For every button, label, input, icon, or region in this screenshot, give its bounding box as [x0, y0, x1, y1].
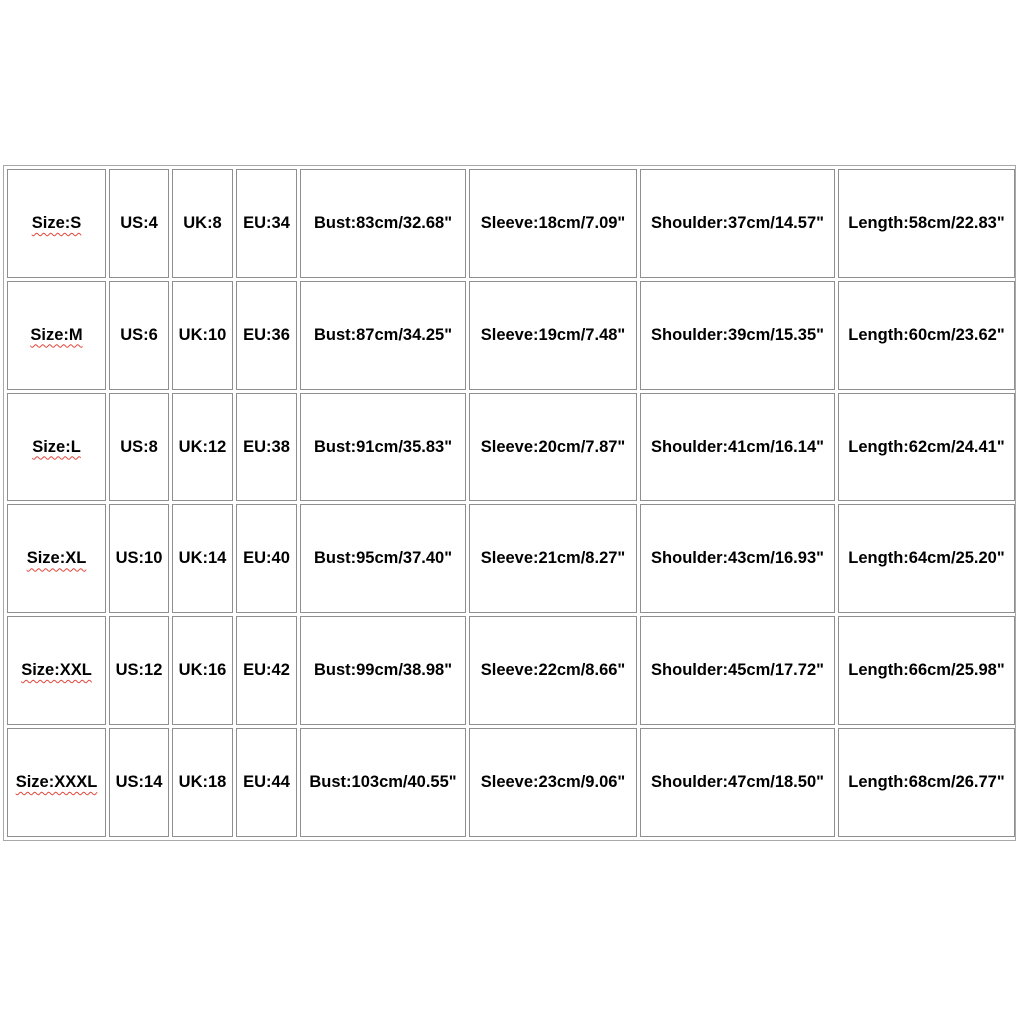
length-cell: Length:58cm/22.83" [838, 169, 1015, 278]
us-size-cell: US:8 [109, 393, 169, 502]
shoulder-cell: Shoulder:45cm/17.72" [640, 616, 835, 725]
length-cell: Length:68cm/26.77" [838, 728, 1015, 837]
sleeve-cell: Sleeve:18cm/7.09" [469, 169, 637, 278]
size-chart-table [4, 166, 1018, 840]
bust-cell: Bust:87cm/34.25" [300, 281, 466, 390]
uk-size-cell: UK:8 [172, 169, 233, 278]
length-cell: Length:62cm/24.41" [838, 393, 1015, 502]
shoulder-cell: Shoulder:39cm/15.35" [640, 281, 835, 390]
size-cell [7, 169, 106, 278]
us-size-cell: US:10 [109, 504, 169, 613]
size-label: Size:S [31, 213, 82, 232]
bust-cell: Bust:99cm/38.98" [300, 616, 466, 725]
size-label: Size:L [32, 437, 81, 456]
uk-size-cell: UK:12 [172, 393, 233, 502]
length-cell: Length:60cm/23.62" [838, 281, 1015, 390]
length-cell: Length:66cm/25.98" [838, 616, 1015, 725]
shoulder-cell: Shoulder:37cm/14.57" [640, 169, 835, 278]
us-size-cell: US:14 [109, 728, 169, 837]
bust-cell: Bust:95cm/37.40" [300, 504, 466, 613]
shoulder-cell: Shoulder:41cm/16.14" [640, 393, 835, 502]
shoulder-cell: Shoulder:47cm/18.50" [640, 728, 835, 837]
eu-size-cell: EU:40 [236, 504, 297, 613]
size-label: Size:XXXL [15, 773, 98, 792]
size-label: Size:M [30, 325, 83, 344]
sleeve-cell: Sleeve:21cm/8.27" [469, 504, 637, 613]
eu-size-cell: EU:36 [236, 281, 297, 390]
size-cell [7, 616, 106, 725]
size-cell [7, 504, 106, 613]
sleeve-cell: Sleeve:23cm/9.06" [469, 728, 637, 837]
eu-size-cell: EU:38 [236, 393, 297, 502]
us-size-cell: US:4 [109, 169, 169, 278]
size-label: Size:XL [26, 549, 87, 568]
bust-cell: Bust:83cm/32.68" [300, 169, 466, 278]
eu-size-cell: EU:34 [236, 169, 297, 278]
table-row [7, 281, 1015, 390]
uk-size-cell: UK:10 [172, 281, 233, 390]
size-cell [7, 281, 106, 390]
size-chart [3, 165, 1016, 841]
us-size-cell: US:12 [109, 616, 169, 725]
us-size-cell: US:6 [109, 281, 169, 390]
table-row [7, 728, 1015, 837]
size-cell [7, 728, 106, 837]
size-label: Size:XXL [21, 661, 92, 680]
length-cell: Length:64cm/25.20" [838, 504, 1015, 613]
size-cell [7, 393, 106, 502]
eu-size-cell: EU:44 [236, 728, 297, 837]
table-row [7, 169, 1015, 278]
shoulder-cell: Shoulder:43cm/16.93" [640, 504, 835, 613]
uk-size-cell: UK:18 [172, 728, 233, 837]
uk-size-cell: UK:14 [172, 504, 233, 613]
table-row [7, 504, 1015, 613]
bust-cell: Bust:103cm/40.55" [300, 728, 466, 837]
table-row [7, 616, 1015, 725]
uk-size-cell: UK:16 [172, 616, 233, 725]
table-row [7, 393, 1015, 502]
sleeve-cell: Sleeve:22cm/8.66" [469, 616, 637, 725]
eu-size-cell: EU:42 [236, 616, 297, 725]
sleeve-cell: Sleeve:20cm/7.87" [469, 393, 637, 502]
sleeve-cell: Sleeve:19cm/7.48" [469, 281, 637, 390]
bust-cell: Bust:91cm/35.83" [300, 393, 466, 502]
